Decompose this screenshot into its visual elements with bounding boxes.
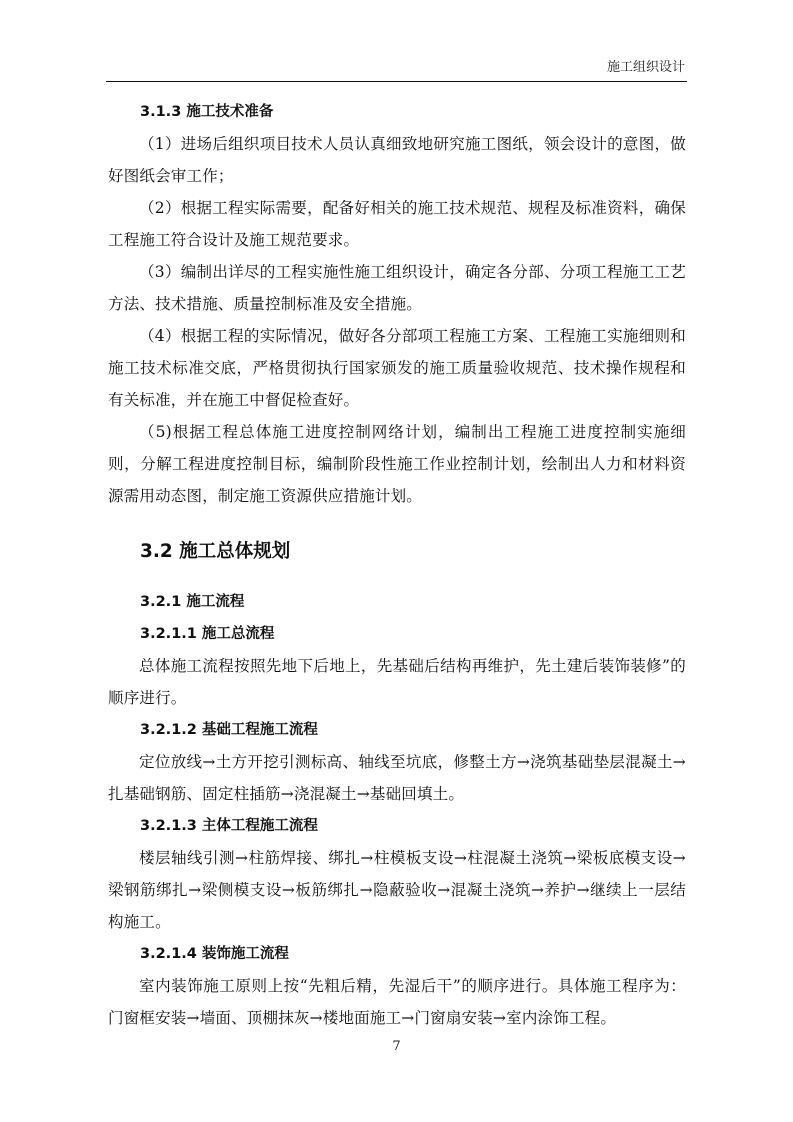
heading-3-2-1: 3.2.1 施工流程 (140, 594, 245, 610)
paragraph: 总体施工流程按照先地下后地上，先基础后结构再维护，先土建后装饰装修”的顺序进行。 (108, 657, 686, 707)
heading-3-1-3: 3.1.3 施工技术准备 (140, 104, 274, 120)
heading-3-2-1-1: 3.2.1.1 施工总流程 (140, 626, 275, 642)
paragraph: 室内装饰施工原则上按“先粗后精，先湿后干”的顺序进行。具体施工程序为：门窗框安装→墙面、顶棚抹灰→楼地面施工→门窗扇安装→室内涂饰工程。 (108, 977, 686, 1027)
page-body (108, 96, 686, 1034)
paragraph: （3）编制出详尽的工程实施性施工组织设计，确定各分部、分项工程施工工艺方法、技术措施、质量控制标准及安全措施。 (108, 263, 686, 313)
header-divider (106, 81, 687, 82)
paragraph: （1）进场后组织项目技术人员认真细致地研究施工图纸，领会设计的意图，做好图纸会审工作； (108, 135, 686, 185)
paragraph: 楼层轴线引测→柱筋焊接、绑扎→柱模板支设→柱混凝土浇筑→梁板底模支设→梁钢筋绑扎→梁侧模支设→板筋绑扎→隐蔽验收→混凝土浇筑→养护→继续上一层结构施工。 (108, 849, 686, 931)
heading-3-2-1-2: 3.2.1.2 基础工程施工流程 (140, 722, 318, 738)
running-header-title: 施工组织设计 (606, 60, 685, 75)
paragraph: （5)根据工程总体施工进度控制网络计划，编制出工程施工进度控制实施细则，分解工程进度控制目标，编制阶段性施工作业控制计划，绘制出人力和材料资源需用动态图，制定施工资源供应措施计划。 (108, 423, 686, 505)
page-number: 7 (392, 1039, 401, 1054)
paragraph: （2）根据工程实际需要，配备好相关的施工技术规范、规程及标准资料，确保工程施工符合设计及施工规范要求。 (108, 199, 686, 249)
paragraph: 定位放线→土方开挖引测标高、轴线至坑底，修整土方→浇筑基础垫层混凝土→扎基础钢筋、固定柱插筋→浇混凝土→基础回填土。 (108, 753, 686, 803)
heading-3-2-1-4: 3.2.1.4 装饰施工流程 (140, 946, 289, 962)
paragraph: （4）根据工程的实际情况，做好各分部项工程施工方案、工程施工实施细则和施工技术标准交底，严格贯彻执行国家颁发的施工质量验收规范、技术操作规程和有关标准，并在施工中督促检查好。 (108, 327, 686, 409)
heading-3-2-1-3: 3.2.1.3 主体工程施工流程 (140, 818, 318, 834)
heading-3-2: 3.2 施工总体规划 (140, 541, 291, 562)
